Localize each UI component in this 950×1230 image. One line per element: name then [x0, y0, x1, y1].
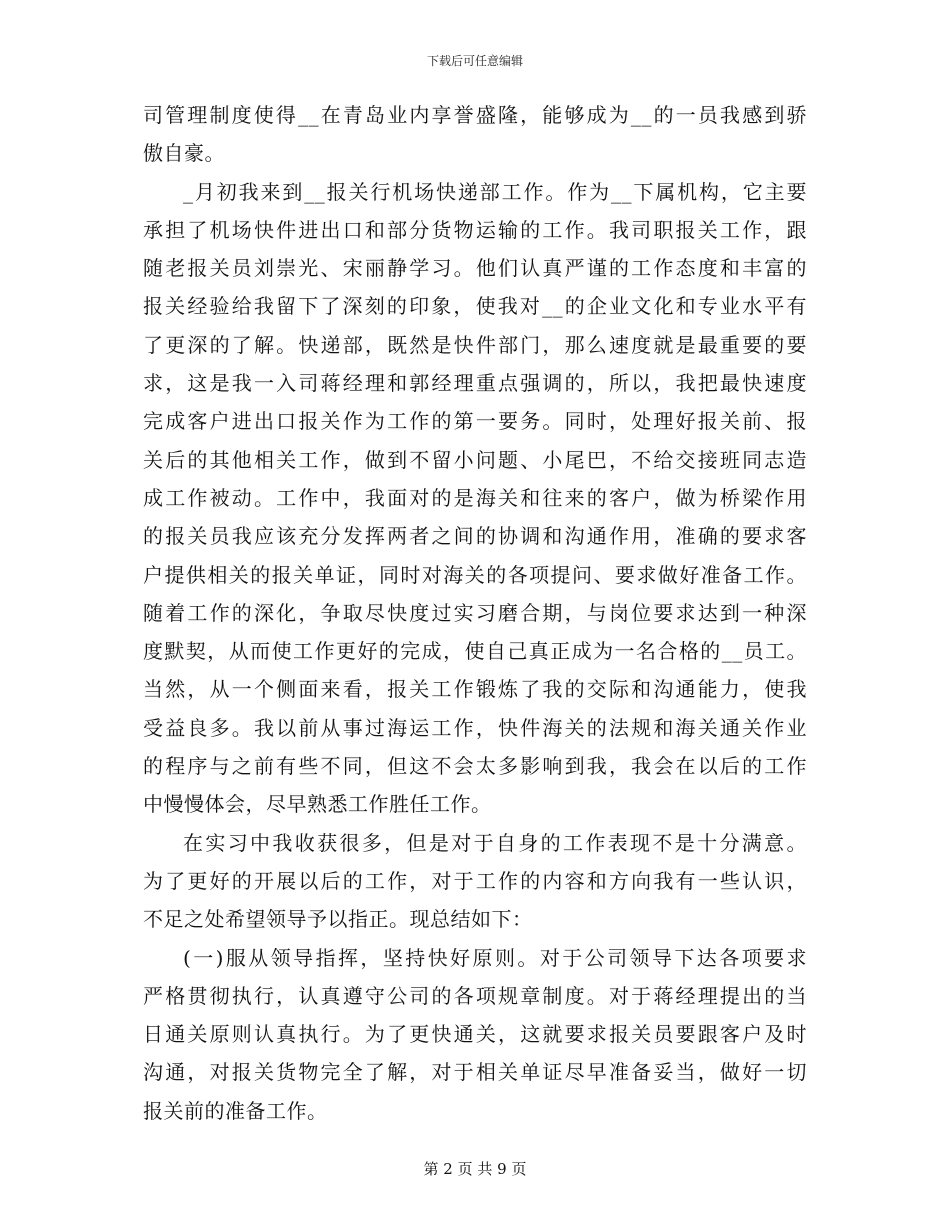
page-number: 第 2 页 共 9 页 — [423, 1160, 527, 1178]
text-line: 成工作被动。工作中，我面对的是海关和往来的客户，做为桥梁作用 — [143, 485, 807, 510]
text-line: 不足之处希望领导予以指正。现总结如下： — [143, 907, 533, 932]
text-line: 承担了机场快件进出口和部分货物运输的工作。我司职报关工作，跟 — [143, 217, 807, 242]
text-line: 的报关员我应该充分发挥两者之间的协调和沟通作用，准确的要求客 — [143, 524, 807, 549]
text-line: 傲自豪。 — [143, 141, 225, 166]
paragraph — [143, 96, 807, 173]
paragraph — [143, 939, 807, 1130]
text-line: (一)服从领导指挥，坚持快好原则。对于公司领导下达各项要求 — [183, 945, 807, 970]
text-line: 当然，从一个侧面来看，报关工作锻炼了我的交际和沟通能力，使我 — [143, 677, 807, 702]
text-line: 了更深的了解。快递部，既然是快件部门，那么速度就是最重要的要 — [143, 332, 807, 357]
text-line: 中慢慢体会，尽早熟悉工作胜任工作。 — [143, 792, 492, 817]
text-line: 的程序与之前有些不同，但这不会太多影响到我，我会在以后的工作 — [143, 754, 807, 779]
text-line: 随老报关员刘崇光、宋丽静学习。他们认真严谨的工作态度和丰富的 — [143, 256, 807, 281]
text-line: 日通关原则认真执行。为了更快通关，这就要求报关员要跟客户及时 — [143, 1022, 807, 1047]
text-line: 户提供相关的报关单证，同时对海关的各项提问、要求做好准备工作。 — [143, 562, 807, 587]
document-body — [143, 96, 807, 1130]
text-line: 报关前的准备工作。 — [143, 1098, 328, 1123]
text-line: 度默契，从而使工作更好的完成，使自己真正成为一名合格的__员工。 — [143, 639, 807, 664]
text-line: 为了更好的开展以后的工作，对于工作的内容和方向我有一些认识， — [143, 868, 807, 893]
text-line: _月初我来到__报关行机场快递部工作。作为__下属机构，它主要 — [183, 179, 807, 204]
text-line: 完成客户进出口报关作为工作的第一要务。同时，处理好报关前、报 — [143, 409, 807, 434]
text-line: 受益良多。我以前从事过海运工作，快件海关的法规和海关通关作业 — [143, 715, 807, 740]
text-line: 报关经验给我留下了深刻的印象，使我对__的企业文化和专业水平有 — [143, 294, 807, 319]
text-line: 在实习中我收获很多，但是对于自身的工作表现不是十分满意。 — [183, 830, 807, 855]
paragraph — [143, 824, 807, 939]
page-header: 下载后可任意编辑 — [426, 54, 523, 68]
paragraph — [143, 173, 807, 824]
text-line: 求，这是我一入司蒋经理和郭经理重点强调的，所以，我把最快速度 — [143, 371, 807, 396]
text-line: 关后的其他相关工作，做到不留小问题、小尾巴，不给交接班同志造 — [143, 447, 807, 472]
text-line: 司管理制度使得__在青岛业内享誉盛隆，能够成为__的一员我感到骄 — [143, 103, 807, 127]
text-line: 严格贯彻执行，认真遵守公司的各项规章制度。对于蒋经理提出的当 — [143, 983, 807, 1008]
text-line: 随着工作的深化，争取尽快度过实习磨合期，与岗位要求达到一种深 — [143, 600, 807, 625]
text-line: 沟通，对报关货物完全了解，对于相关单证尽早准备妥当，做好一切 — [143, 1060, 807, 1085]
